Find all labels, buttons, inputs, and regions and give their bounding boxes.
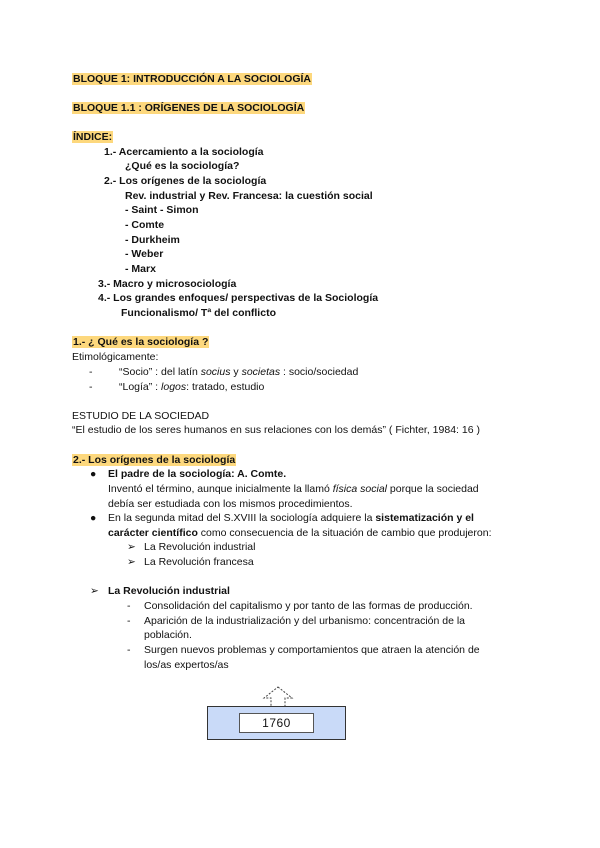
section-2-title: 2.- Los orígenes de la sociología	[73, 454, 236, 466]
indice-item-1: 1.- Acercamiento a la sociología	[104, 146, 264, 158]
padre-sociologia: El padre de la sociología: A. Comte.	[108, 468, 287, 480]
logia-definition: “Logía” : logos: tratado, estudio	[119, 381, 265, 393]
dash-bullet: -	[89, 366, 93, 378]
mitad-line-1: En la segunda mitad del S.XVIII la sociología adquiere la sistematización y el	[108, 512, 474, 524]
arrow-bullet-icon: ➢	[90, 585, 99, 597]
mitad-line-2: carácter científico como consecuencia de la situación de cambio que produjeron:	[108, 527, 492, 539]
revind-item-3: Surgen nuevos problemas y comportamientos que atraen la atención de	[144, 644, 480, 656]
revind-item-1: Consolidación del capitalismo y por tanto de las formas de producción.	[144, 600, 473, 612]
revolucion-francesa-item: La Revolución francesa	[144, 556, 254, 568]
dash-bullet: -	[127, 615, 131, 627]
fichter-quote: “El estudio de los seres humanos en sus relaciones con los demás” ( Fichter, 1984: 16 )	[72, 424, 480, 436]
dash-bullet: -	[127, 600, 131, 612]
revind-item-2: Aparición de la industrialización y del urbanismo: concentración de la	[144, 615, 466, 627]
revolucion-industrial-item: La Revolución industrial	[144, 541, 256, 553]
indice-author-saint-simon: - Saint - Simon	[125, 204, 199, 216]
section-1-title: 1.- ¿ Qué es la sociología ?	[73, 336, 209, 348]
timeline-box	[207, 706, 346, 740]
estudio-heading: ESTUDIO DE LA SOCIEDAD	[72, 410, 210, 422]
revind-item-2-cont: población.	[144, 629, 192, 641]
invento-line-1: Inventó el término, aunque inicialmente la llamó física social porque la sociedad	[108, 483, 479, 495]
arrow-bullet-icon: ➢	[127, 541, 136, 553]
indice-author-comte: - Comte	[125, 219, 165, 231]
indice-item-4: 4.- Los grandes enfoques/ perspectivas de la Sociología	[98, 292, 379, 304]
indice-item-1-sub: ¿Qué es la sociología?	[125, 160, 240, 172]
indice-item-2: 2.- Los orígenes de la sociología	[104, 175, 267, 187]
indice-item-3: 3.- Macro y microsociología	[98, 278, 237, 290]
up-arrow-icon	[262, 686, 294, 708]
bullet-dot: ●	[90, 468, 97, 480]
indice-item-4-sub: Funcionalismo/ Tª del conflicto	[121, 307, 276, 319]
indice-item-2-sub: Rev. industrial y Rev. Francesa: la cuestión social	[125, 190, 373, 202]
dash-bullet: -	[127, 644, 131, 656]
bloque-1-heading: BLOQUE 1: INTRODUCCIÓN A LA SOCIOLOGÍA	[73, 73, 311, 85]
indice-author-marx: - Marx	[125, 263, 156, 275]
socio-definition: “Socio” : del latín socius y societas : socio/sociedad	[119, 366, 359, 378]
indice-title: ÍNDICE:	[73, 131, 113, 143]
revolucion-industrial-heading: La Revolución industrial	[108, 585, 230, 597]
bullet-dot: ●	[90, 512, 97, 524]
dash-bullet: -	[89, 381, 93, 393]
timeline-year: 1760	[239, 713, 314, 733]
arrow-bullet-icon: ➢	[127, 556, 136, 568]
indice-author-durkheim: - Durkheim	[125, 234, 180, 246]
indice-author-weber: - Weber	[125, 248, 164, 260]
etimologia-label: Etimológicamente:	[72, 351, 159, 363]
revind-item-3-cont: los/as expertos/as	[144, 659, 229, 671]
invento-line-2: debía ser estudiada con los mismos procedimientos.	[108, 498, 353, 510]
bloque-1-1-heading: BLOQUE 1.1 : ORÍGENES DE LA SOCIOLOGÍA	[73, 102, 305, 114]
